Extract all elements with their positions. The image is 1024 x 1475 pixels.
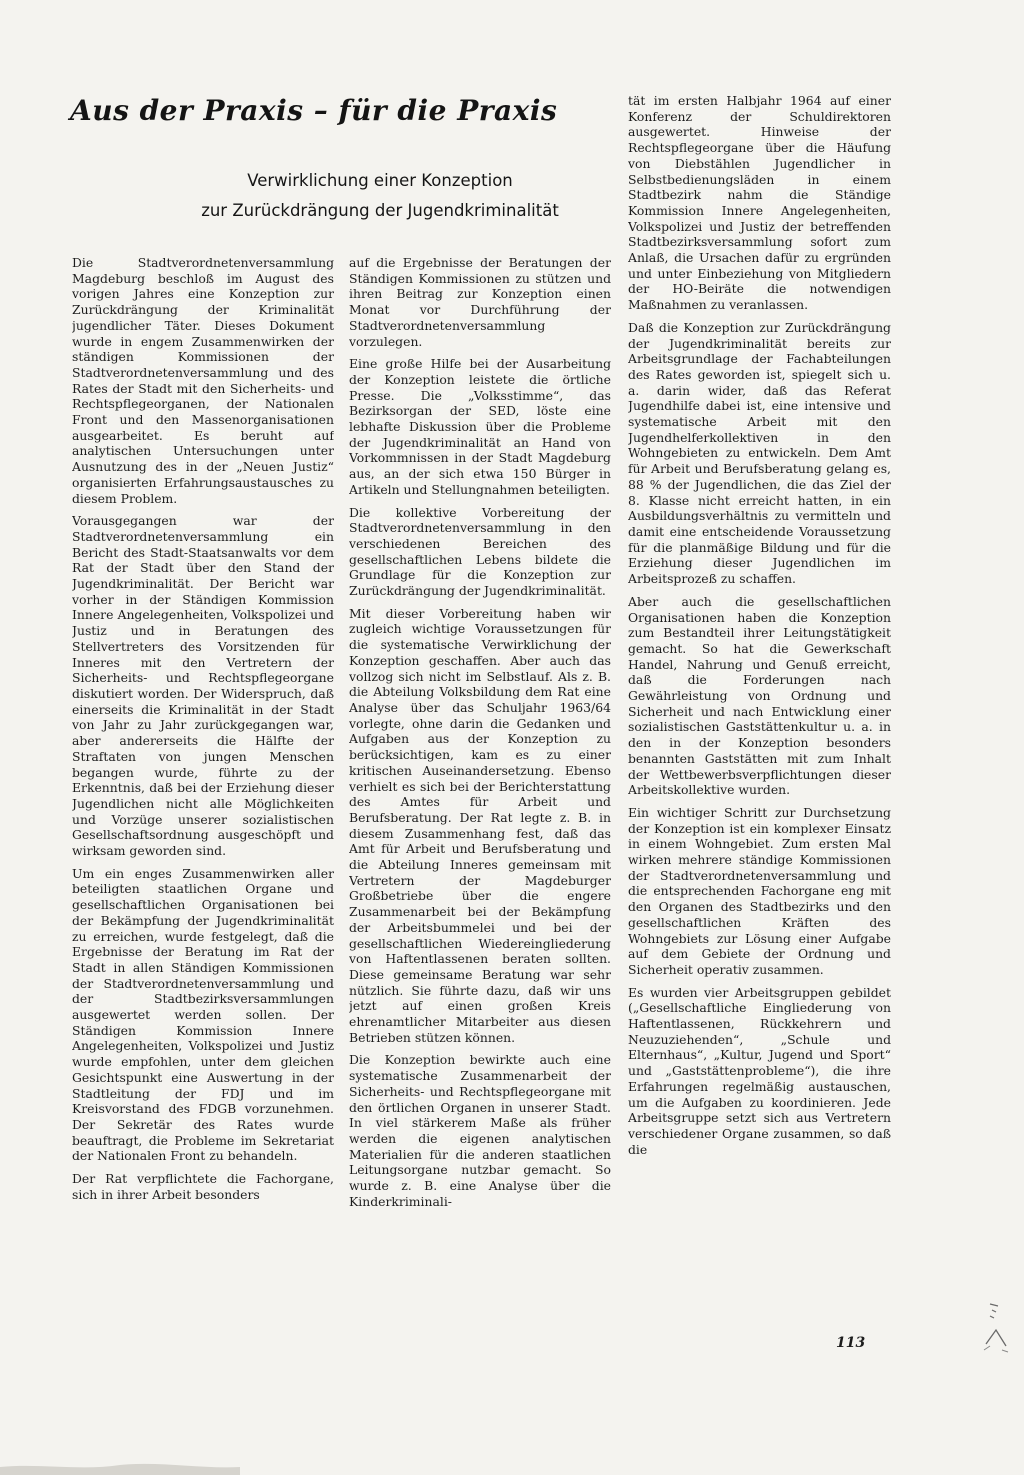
paragraph: Vorausgegangen war der Stadtverordnetenversammlung ein Bericht des Stadt-Staatsanwalts vor dem Rat der Stadt über den Stand der Jugendkriminalität. Der Bericht war vorher in der Ständigen Kommission Innere Angelegenheiten, Volkspolizei und Justiz und in Beratungen des Stellvertreters des Vorsitzenden für Inneres mit den Vertretern der Sicherheits- und Rechtspflegeorgane diskutiert worden. Der Widerspruch, daß einerseits die Kriminalität in der Stadt von Jahr zu Jahr zurückgegangen war, aber andererseits die Hälfte der Straftaten von jungen Menschen begangen wurde, führte zu der Erkenntnis, daß bei der Erziehung dieser Jugendlichen nicht alle Möglichkeiten und Vorzüge unserer sozialistischen Gesellschaftsordnung ausgeschöpft und wirksam geworden sind. — [72, 513, 334, 859]
paragraph: Der Rat verpflichtete die Fachorgane, sich in ihrer Arbeit besonders — [72, 1171, 334, 1202]
paragraph: auf die Ergebnisse der Beratungen der Ständigen Kommissionen zu stützen und ihren Beitrag zur Konzeption einen Monat vor Durchführung der Stadtverordnetenversammlung vorzulegen. — [349, 255, 611, 349]
paragraph: Um ein enges Zusammenwirken aller beteiligten staatlichen Organe und gesellschaftlichen Organisationen bei der Bekämpfung der Jugendkriminalität zu erreichen, wurde festgelegt, daß die Ergebnisse der Beratung im Rat der Stadt in allen Ständigen Kommissionen der Stadtverordnetenversammlung und der Stadtbezirksversammlungen ausgewertet werden sollen. Der Ständigen Kommission Innere Angelegenheiten, Volkspolizei und Justiz wurde empfohlen, unter dem gleichen Gesichtspunkt eine Auswertung in der Stadtleitung der FDJ und im Kreisvorstand des FDGB vorzunehmen. Der Sekretär des Rates wurde beauftragt, die Probleme im Sekretariat der Nationalen Front zu behandeln. — [72, 865, 334, 1164]
paragraph: Die Konzeption bewirkte auch eine systematische Zusammenarbeit der Sicherheits- und Rechtspflegeorgane mit den örtlichen Organen in unserer Stadt. In viel stärkerem Maße als früher werden die eigenen analytischen Materialien für die anderen staatlichen Leitungsorgane nutzbar gemacht. So wurde z. B. eine Analyse über die Kinderkriminali- — [349, 1052, 611, 1209]
paragraph: Die kollektive Vorbereitung der Stadtverordnetenversammlung in den verschiedenen Bereichen des gesellschaftlichen Lebens bildete die Grundlage für die Konzeption zur Zurückdrängung der Jugendkriminalität. — [349, 504, 611, 599]
page-number: 113 — [836, 1335, 866, 1351]
scan-edge-smudge — [0, 1455, 1024, 1475]
paragraph: Ein wichtiger Schritt zur Durchsetzung der Konzeption ist ein komplexer Einsatz in einem Wohngebiet. Zum ersten Mal wirken mehrere ständige Kommissionen der Stadtverordnetenversammlung und die entsprechenden Fachorgane eng mit den Organen des Stadtbezirks und den gesellschaftlichen Kräften des Wohngebiets zur Lösung einer Aufgabe auf dem Gebiete der Ordnung und Sicherheit operativ zusammen. — [628, 804, 891, 977]
section-heading: Aus der Praxis – für die Praxis — [70, 94, 558, 127]
paragraph: tät im ersten Halbjahr 1964 auf einer Konferenz der Schuldirektoren ausgewertet. Hinweise der Rechtspflegeorgane über die Häufung von Diebstählen Jugendlicher in Selbstbedienungsläden in einem Stadtbezirk nahm die Ständige Kommission Innere Angelegenheiten, Volkspolizei und Justiz der betreffenden Stadtbezirksversammlung sofort zum Anlaß, die Ursachen dafür zu ergründen und unter Einbeziehung von Mitgliedern der HO-Beiräte die notwendigen Maßnahmen zu veranlassen. — [628, 93, 891, 313]
paragraph: Eine große Hilfe bei der Ausarbeitung der Konzeption leistete die örtliche Presse. Die „Volksstimme“, das Bezirksorgan der SED, löste eine lebhafte Diskussion über die Probleme der Jugendkriminalität an Hand von Vorkommnissen in der Stadt Magdeburg aus, an der sich etwa 150 Bürger in Artikeln und Stellungnahmen beteiligten. — [349, 356, 611, 497]
paragraph: Es wurden vier Arbeitsgruppen gebildet („Gesellschaftliche Eingliederung von Haftentlassenen, Rückkehrern und Neuzuziehenden“, „Schule und Elternhaus“, „Kultur, Jugend und Sport“ und „Gaststättenprobleme“), die ihre Erfahrungen regelmäßig austauschen, um die Aufgaben zu koordinieren. Jede Arbeitsgruppe setzt sich aus Vertretern verschiedener Organe zusammen, so daß die — [628, 984, 891, 1157]
paragraph: Mit dieser Vorbereitung haben wir zugleich wichtige Voraussetzungen für die systematische Verwirklichung der Konzeption geschaffen. Aber auch das vollzog sich nicht im Selbstlauf. Als z. B. die Abteilung Volksbildung dem Rat eine Analyse über das Schuljahr 1963/64 vorlegte, ohne darin die Gedanken und Aufgaben aus der Konzeption zu berücksichtigen, kam es zu einer kritischen Auseinandersetzung. Ebenso verhielt es sich bei der Berichterstattung des Amtes für Arbeit und Berufsberatung. Der Rat legte z. B. in diesem Zusammenhang fest, daß das Amt für Arbeit und Berufsberatung und die Abteilung Inneres gemeinsam mit Vertretern der Magdeburger Großbetriebe über die engere Zusammenarbeit bei der Bekämpfung der Arbeitsbummelei und bei der gesellschaftlichen Wiedereingliederung von Haftentlassenen beraten sollten. Diese gemeinsame Beratung war sehr nützlich. Sie führte dazu, daß wir uns jetzt auf einen großen Kreis ehrenamtlicher Mitarbeiter aus diesen Betrieben stützen können. — [349, 605, 611, 1045]
paragraph: Aber auch die gesellschaftlichen Organisationen haben die Konzeption zum Bestandteil ihrer Leitungstätigkeit gemacht. So hat die Gewerkschaft Handel, Nahrung und Genuß erreicht, daß die Forderungen nach Gewährleistung von Ordnung und Sicherheit und nach Entwicklung einer sozialistischen Gaststättenkultur u. a. in den in der Konzeption besonders benannten Gaststätten mit zum Inhalt der Wettbewerbsverpflichtungen dieser Arbeitskollektive wurden. — [628, 593, 891, 798]
margin-pencil-mark-icon — [976, 1300, 1016, 1370]
article-title-line-1: Verwirklichung einer Konzeption — [247, 171, 513, 190]
text-column-2 — [349, 255, 611, 1327]
paragraph: Die Stadtverordnetenversammlung Magdeburg beschloß im August des vorigen Jahres eine Konzeption zur Zurückdrängung der Kriminalität jugendlicher Täter. Dieses Dokument wurde in engem Zusammenwirken der ständigen Kommissionen der Stadtverordnetenversammlung und des Rates der Stadt mit den Sicherheits- und Rechtspflegeorganen, der Nationalen Front und den Massenorganisationen ausgearbeitet. Es beruht auf analytischen Untersuchungen unter Ausnutzung des in der „Neuen Justiz“ organisierten Erfahrungsaustausches zu diesem Problem. — [72, 255, 334, 506]
text-column-1 — [72, 255, 334, 1327]
article-title-line-2: zur Zurückdrängung der Jugendkriminalität — [201, 201, 559, 220]
paragraph: Daß die Konzeption zur Zurückdrängung der Jugendkriminalität bereits zur Arbeitsgrundlage der Fachabteilungen des Rates geworden ist, spiegelt sich u. a. darin wider, daß das Referat Jugendhilfe dabei ist, eine intensive und systematische Arbeit mit den Jugendhelferkollektiven in den Wohngebieten zu entwickeln. Dem Amt für Arbeit und Berufsberatung gelang es, 88 % der Jugendlichen, die das Ziel der 8. Klasse nicht erreicht hatten, in ein Ausbildungsverhältnis zu vermitteln und damit eine entscheidende Voraussetzung für die planmäßige Bildung und für die Erziehung dieser Jugendlichen im Arbeitsprozeß zu schaffen. — [628, 319, 891, 587]
text-column-3 — [628, 93, 891, 1293]
